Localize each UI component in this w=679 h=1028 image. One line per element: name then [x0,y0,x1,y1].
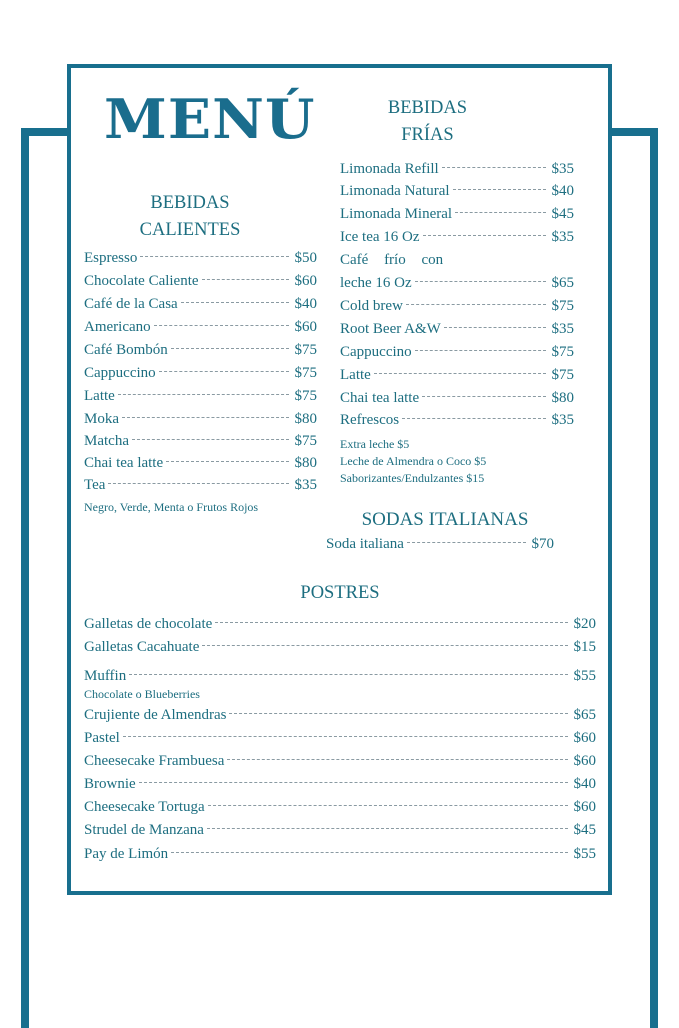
item-name: Cappuccino [84,365,156,381]
item-price: $35 [551,412,574,428]
menu-item [340,249,574,271]
menu-item [84,613,596,635]
dot-leader [453,189,546,190]
dot-leader [129,674,567,675]
item-name: Galletas de chocolate [84,616,213,632]
dot-leader [108,483,288,484]
item-price: $40 [551,183,574,199]
item-price: $55 [573,846,596,862]
item-price: $50 [294,250,317,266]
item-name: Latte [340,367,371,383]
dot-leader [202,279,289,280]
item-name: Matcha [84,433,129,449]
menu-item [340,364,574,386]
item-name: Espresso [84,250,138,266]
dot-leader [455,212,545,213]
menu-item [84,385,317,407]
menu-item [340,341,574,363]
item-name: Refrescos [340,412,400,428]
item-price: $60 [573,799,596,815]
menu-item [84,247,317,269]
menu-item [84,665,596,687]
item-name: Latte [84,388,115,404]
menu-item [340,158,574,180]
dot-leader [166,461,288,462]
item-price: $35 [551,229,574,245]
item-name: Cold brew [340,298,403,314]
dot-leader [159,371,289,372]
item-name: Chai tea latte [340,390,420,406]
menu-item [84,362,317,384]
menu-item [84,843,596,865]
menu-item [84,704,596,726]
menu-item [340,409,574,431]
dot-leader [171,852,567,853]
cold-drinks-heading-line1: BEBIDAS [387,98,468,118]
item-name: leche 16 Oz [340,275,412,291]
menu-item [84,796,596,818]
menu-item [84,750,596,772]
dot-leader [422,396,545,397]
item-price: $75 [551,344,574,360]
item-price: $80 [551,390,574,406]
item-name: Brownie [84,776,136,792]
menu-item [84,270,317,292]
item-price: $75 [294,342,317,358]
item-price: $55 [573,668,596,684]
sodas-heading: SODAS ITALIANAS [361,509,529,530]
dot-leader [132,439,289,440]
item-name: Café Bombón [84,342,168,358]
item-name: Crujiente de Almendras [84,707,227,723]
item-price: $45 [573,822,596,838]
muffin-note: Chocolate o Blueberries [84,687,200,701]
item-price: $70 [531,536,554,552]
item-price: $20 [573,616,596,632]
menu-title: MENÚ [104,87,316,151]
dot-leader [406,304,546,305]
cold-drinks-heading-line2: FRÍAS [401,125,454,145]
tea-varieties-note: Negro, Verde, Menta o Frutos Rojos [84,500,259,514]
item-name: Chai tea latte [84,455,164,471]
dot-leader [123,736,568,737]
item-price: $60 [573,730,596,746]
item-price: $15 [573,639,596,655]
item-name: Cheesecake Tortuga [84,799,205,815]
desserts-heading: POSTRES [300,583,380,603]
hot-drinks-heading [100,190,280,244]
item-name: Galletas Cacahuate [84,639,200,655]
item-name: Pastel [84,730,120,746]
item-price: $35 [551,321,574,337]
dot-leader [171,348,289,349]
item-name: Cheesecake Frambuesa [84,753,225,769]
item-price: $80 [294,411,317,427]
item-price: $80 [294,455,317,471]
menu-item [84,773,596,795]
item-name: Pay de Limón [84,846,169,862]
extra-note: Saborizantes/Endulzantes $15 [340,471,485,485]
item-price: $65 [551,275,574,291]
dot-leader [227,759,567,760]
menu-item [340,295,574,317]
item-name: Muffin [84,668,127,684]
item-name: Cappuccino [340,344,412,360]
item-price: $35 [551,161,574,177]
dot-leader [139,782,568,783]
item-price: $60 [573,753,596,769]
item-price: $75 [294,433,317,449]
dot-leader [154,325,289,326]
menu-item [340,318,574,340]
dot-leader [140,256,288,257]
extra-note: Leche de Almendra o Coco $5 [340,454,487,468]
menu-item [84,408,317,430]
menu-item [84,339,317,361]
menu-item [340,180,574,202]
dot-leader [208,805,568,806]
menu-item [84,316,317,338]
item-price: $40 [573,776,596,792]
dot-leader [415,350,546,351]
item-name: Ice tea 16 Oz [340,229,420,245]
menu-item [84,430,317,452]
menu-item [84,819,596,841]
dot-leader [415,281,546,282]
menu-item [340,226,574,248]
dot-leader [374,373,546,374]
hot-drinks-heading-line1: BEBIDAS [150,193,230,213]
item-price: $40 [294,296,317,312]
item-price: $75 [551,298,574,314]
menu-item [326,533,554,555]
item-price: $60 [294,319,317,335]
extra-note: Extra leche $5 [340,437,410,451]
menu-item [340,387,574,409]
dot-leader [202,645,567,646]
item-name: Tea [84,477,106,493]
dot-leader [207,828,568,829]
dot-leader [444,327,546,328]
item-name: Moka [84,411,119,427]
menu-item [84,727,596,749]
dot-leader [423,235,546,236]
hot-drinks-heading-line2: CALIENTES [139,220,241,240]
dot-leader [122,417,289,418]
dot-leader [181,302,289,303]
item-name: Café de la Casa [84,296,178,312]
dot-leader [118,394,289,395]
dot-leader [215,622,567,623]
dot-leader [402,418,545,419]
item-price: $35 [294,477,317,493]
dot-leader [407,542,526,543]
menu-item [340,272,574,294]
item-name: Americano [84,319,151,335]
item-name: Limonada Mineral [340,206,453,222]
item-name: Café frío con [340,252,444,268]
menu-item [340,203,574,225]
item-name: Strudel de Manzana [84,822,204,838]
item-name: Root Beer A&W [340,321,441,337]
item-price: $75 [294,388,317,404]
item-price: $65 [573,707,596,723]
menu-item [84,293,317,315]
cold-drinks-heading [355,95,500,149]
item-price: $45 [551,206,574,222]
menu-item [84,474,317,496]
item-price: $75 [551,367,574,383]
menu-item [84,636,596,658]
menu-item [84,452,317,474]
item-name: Limonada Refill [340,161,439,177]
item-price: $60 [294,273,317,289]
dot-leader [229,713,567,714]
item-name: Chocolate Caliente [84,273,199,289]
cold-extras [340,436,486,487]
dot-leader [442,167,546,168]
item-price: $75 [294,365,317,381]
item-name: Limonada Natural [340,183,450,199]
item-name: Soda italiana [326,536,404,552]
